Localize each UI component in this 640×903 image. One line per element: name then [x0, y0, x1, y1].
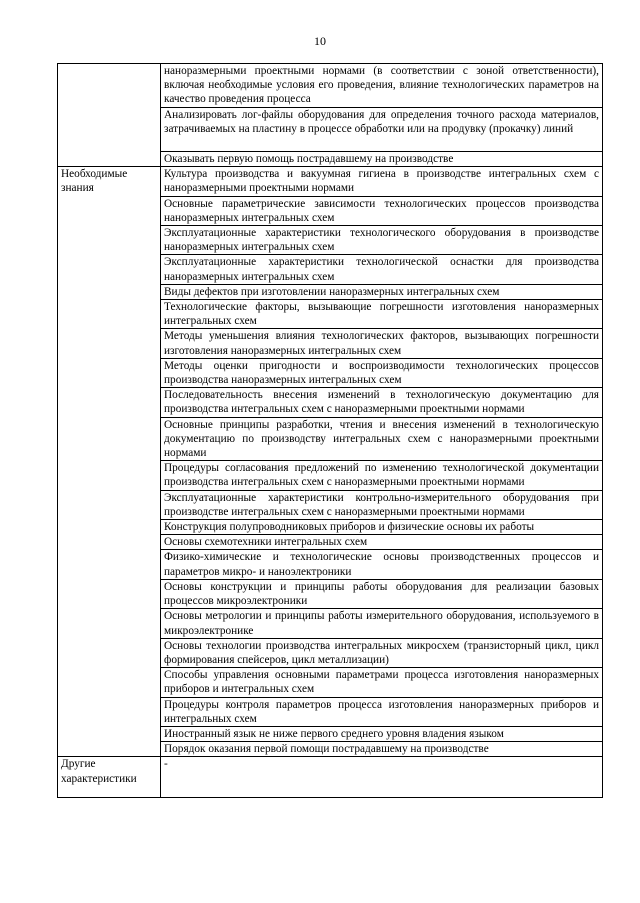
requirements-table — [57, 63, 603, 798]
knowledge-item: Конструкция полупроводниковых приборов и физические основы их работы — [161, 520, 603, 535]
page-number: 10 — [314, 34, 326, 48]
other-value-cell: - — [161, 757, 603, 798]
knowledge-item: Методы уменьшения влияния технологических факторов, вызывающих погрешности изготовления наноразмерных интегральных схем — [161, 329, 603, 358]
knowledge-item: Способы управления основными параметрами процесса изготовления наноразмерных приборов и интегральных схем — [161, 668, 603, 697]
knowledge-item: Порядок оказания первой помощи пострадавшему на производстве — [161, 742, 603, 757]
knowledge-item: Основы конструкции и принципы работы оборудования для реализации базовых процессов микроэлектроники — [161, 579, 603, 608]
knowledge-item: Виды дефектов при изготовлении наноразмерных интегральных схем — [161, 284, 603, 299]
knowledge-item: Процедуры контроля параметров процесса изготовления наноразмерных приборов и интегральных схем — [161, 697, 603, 726]
knowledge-item: Последовательность внесения изменений в технологическую документацию для производства интегральных схем с наноразмерными проектными нормами — [161, 388, 603, 417]
knowledge-item: Методы оценки пригодности и воспроизводимости технологических процессов производства наноразмерных интегральных схем — [161, 358, 603, 387]
table-row — [58, 64, 603, 108]
knowledge-item: Культура производства и вакуумная гигиена в производстве интегральных схем с наноразмерными проектными нормами — [161, 167, 603, 196]
skill-item: Анализировать лог-файлы оборудования для определения точного расхода материалов, затрачиваемых на пластину в процессе обработки или на продувку (прокачку) линий — [161, 108, 603, 152]
knowledge-item: Основы схемотехники интегральных схем — [161, 535, 603, 550]
skill-item: Оказывать первую помощь пострадавшему на производстве — [161, 152, 603, 167]
knowledge-item: Технологические факторы, вызывающие погрешности изготовления наноразмерных интегральных схем — [161, 300, 603, 329]
knowledge-item: Эксплуатационные характеристики технологического оборудования в производстве наноразмерных интегральных схем — [161, 226, 603, 255]
knowledge-item: Эксплуатационные характеристики контрольно-измерительного оборудования при производстве интегральных схем с наноразмерными проектными нормами — [161, 490, 603, 519]
knowledge-label-cell: Необходимые знания — [58, 167, 161, 757]
table-row — [58, 757, 603, 798]
knowledge-item: Физико-химические и технологические основы производственных процессов и параметров микро- и наноэлектроники — [161, 550, 603, 579]
knowledge-item: Основные принципы разработки, чтения и внесения изменений в технологическую документацию по производству интегральных схем с наноразмерными проектными нормами — [161, 417, 603, 461]
other-label-cell: Другие характеристики — [58, 757, 161, 798]
knowledge-item: Основные параметрические зависимости технологических процессов производства наноразмерных интегральных схем — [161, 196, 603, 225]
continued-label-cell — [58, 64, 161, 167]
skill-item: наноразмерными проектными нормами (в соответствии с зоной ответственности), включая необходимые условия его проведения, влияние технологических параметров на качество проведения процесса — [161, 64, 603, 108]
knowledge-item: Процедуры согласования предложений по изменению технологической документации производства интегральных схем с наноразмерными проектными нормами — [161, 461, 603, 490]
knowledge-item: Эксплуатационные характеристики технологической оснастки для производства наноразмерных интегральных схем — [161, 255, 603, 284]
table-row — [58, 167, 603, 196]
knowledge-item: Основы технологии производства интегральных микросхем (транзисторный цикл, цикл формирования спейсеров, цикл металлизации) — [161, 638, 603, 667]
knowledge-item: Основы метрологии и принципы работы измерительного оборудования, используемого в микроэлектронике — [161, 609, 603, 638]
knowledge-item: Иностранный язык не ниже первого среднего уровня владения языком — [161, 726, 603, 741]
